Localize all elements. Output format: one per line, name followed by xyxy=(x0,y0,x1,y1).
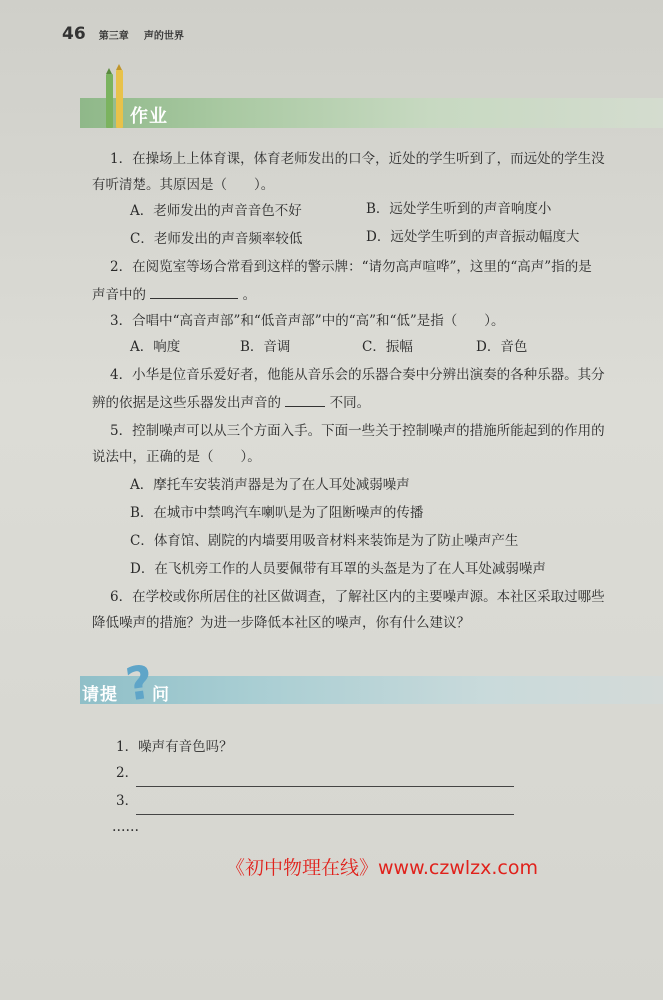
ask-question-title-part1: 请提 xyxy=(82,685,118,705)
answer-line-3 xyxy=(136,814,514,815)
question-3-option-d: D．音色 xyxy=(476,339,528,355)
question-2-end: 。 xyxy=(242,287,257,303)
question-6-line-1: 6．在学校或你所居住的社区做调查，了解社区内的主要噪声源。本社区采取过哪些 xyxy=(110,589,605,605)
question-5-line-2: 说法中，正确的是（ ）。 xyxy=(92,449,261,465)
answer-blank xyxy=(150,286,238,299)
question-4-line-2 xyxy=(92,394,370,412)
question-4-end: 不同。 xyxy=(329,395,371,411)
question-5-option-c: C．体育馆、剧院的内墙要用吸音材料来装饰是为了防止噪声产生 xyxy=(130,533,519,549)
page-header xyxy=(62,24,184,44)
question-5-option-d: D．在飞机旁工作的人员要佩带有耳罩的头盔是为了在人耳处减弱噪声 xyxy=(130,561,546,577)
question-1-line-2: 有听清楚。其原因是（ ）。 xyxy=(92,177,275,193)
question-mark-icon: ? xyxy=(122,654,157,712)
question-3-option-b: B．音调 xyxy=(240,339,291,355)
question-5-option-a: A．摩托车安装消声器是为了在人耳处减弱噪声 xyxy=(130,477,410,493)
question-1-option-d: D．远处学生听到的声音振动幅度大 xyxy=(366,229,580,245)
question-1-line-1: 1．在操场上上体育课，体育老师发出的口令，近处的学生听到了，而远处的学生没 xyxy=(110,151,605,167)
answer-blank xyxy=(285,394,325,407)
question-5-line-1: 5．控制噪声可以从三个方面入手。下面一些关于控制噪声的措施所能起到的作用的 xyxy=(110,423,605,439)
student-question-2-label: 2． xyxy=(116,765,139,781)
question-3-option-a: A．响度 xyxy=(130,339,181,355)
question-6-line-2: 降低噪声的措施？为进一步降低本社区的噪声，你有什么建议？ xyxy=(92,615,470,631)
answer-line-2 xyxy=(136,786,514,787)
question-2-line-1: 2．在阅览室等场合常看到这样的警示牌：“请勿高声喧哗”，这里的“高声”指的是 xyxy=(110,259,592,275)
question-1-option-c: C．老师发出的声音频率较低 xyxy=(130,231,303,247)
page-number: 46 xyxy=(62,24,86,44)
question-4-text: 辨的依据是这些乐器发出声音的 xyxy=(92,395,281,411)
question-2-line-2 xyxy=(92,286,256,304)
question-1-option-a: A．老师发出的声音音色不好 xyxy=(130,203,302,219)
question-1-option-b: B．远处学生听到的声音响度小 xyxy=(366,201,552,217)
question-5-option-b: B．在城市中禁鸣汽车喇叭是为了阻断噪声的传播 xyxy=(130,505,424,521)
question-2-text: 声音中的 xyxy=(92,287,146,303)
ask-question-title-part2: 问 xyxy=(152,685,170,705)
chapter-label: 第三章 xyxy=(98,31,129,42)
question-4-line-1: 4．小华是位音乐爱好者，他能从音乐会的乐器合奏中分辨出演奏的各种乐器。其分 xyxy=(110,367,605,383)
question-3: 3．合唱中“高音声部”和“低音声部”中的“高”和“低”是指（ ）。 xyxy=(110,313,505,329)
student-question-1: 1．噪声有音色吗？ xyxy=(116,739,233,755)
chapter-title: 声的世界 xyxy=(143,31,184,42)
student-question-3-label: 3． xyxy=(116,793,139,809)
homework-title: 作业 xyxy=(130,106,168,127)
watermark: 《初中物理在线》www.czwlzx.com xyxy=(226,857,538,879)
ellipsis: …… xyxy=(112,819,139,835)
question-3-option-c: C．振幅 xyxy=(362,339,413,355)
